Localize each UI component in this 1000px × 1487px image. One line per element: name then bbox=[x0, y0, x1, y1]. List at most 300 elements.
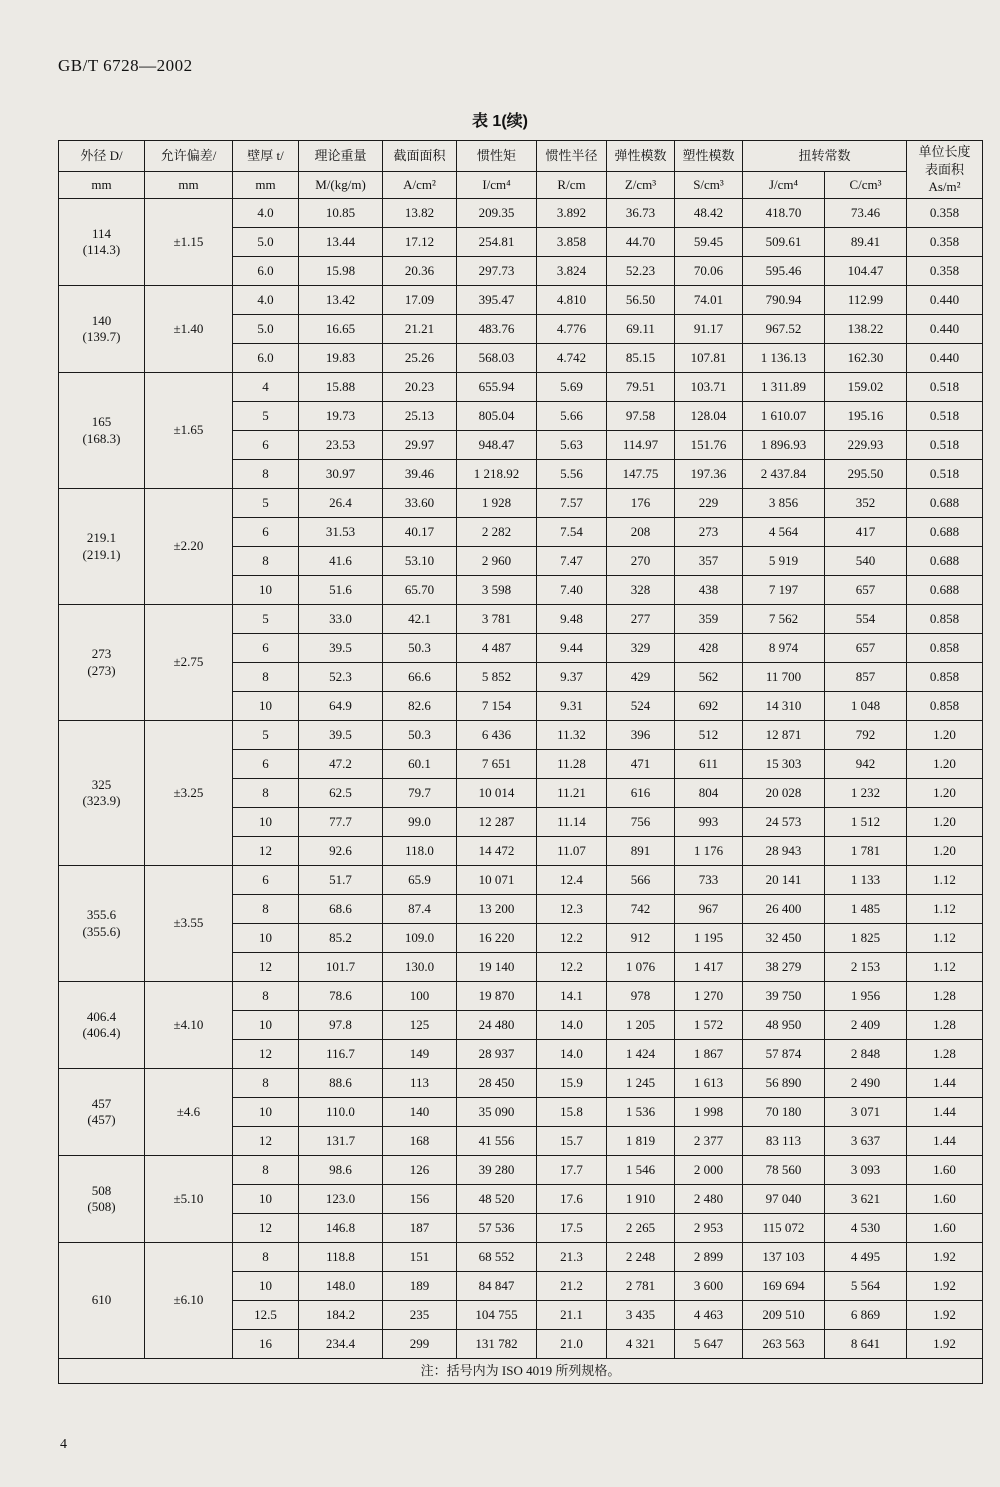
cell-unit-surface-area: 1.44 bbox=[907, 1069, 983, 1098]
cell-wall-thickness: 6.0 bbox=[233, 344, 299, 373]
cell-inertia-radius: 9.37 bbox=[537, 663, 607, 692]
header-plastic-modulus-unit: S/cm³ bbox=[675, 172, 743, 199]
cell-inertia-moment: 2 282 bbox=[457, 518, 537, 547]
outer-diameter-iso-value: (323.9) bbox=[82, 793, 121, 808]
cell-inertia-radius: 3.892 bbox=[537, 199, 607, 228]
cell-elastic-modulus: 147.75 bbox=[607, 460, 675, 489]
table-title: 表 1(续) bbox=[471, 113, 528, 130]
table-row bbox=[59, 373, 983, 402]
cell-elastic-modulus: 1 424 bbox=[607, 1040, 675, 1069]
cell-plastic-modulus: 512 bbox=[675, 721, 743, 750]
cell-torsion-j: 83 113 bbox=[743, 1127, 825, 1156]
header-inertia-radius-line1: 惯性半径 bbox=[537, 141, 607, 172]
cell-torsion-c: 2 490 bbox=[825, 1069, 907, 1098]
cell-torsion-c: 792 bbox=[825, 721, 907, 750]
cell-torsion-j: 56 890 bbox=[743, 1069, 825, 1098]
cell-inertia-moment: 1 928 bbox=[457, 489, 537, 518]
header-wall-thickness-line1: 壁厚 t/ bbox=[233, 141, 299, 172]
cell-theoretical-weight: 110.0 bbox=[299, 1098, 383, 1127]
cell-theoretical-weight: 15.88 bbox=[299, 373, 383, 402]
cell-unit-surface-area: 0.358 bbox=[907, 228, 983, 257]
cell-elastic-modulus: 3 435 bbox=[607, 1301, 675, 1330]
cell-torsion-j: 24 573 bbox=[743, 808, 825, 837]
cell-inertia-moment: 10 071 bbox=[457, 866, 537, 895]
cell-theoretical-weight: 118.8 bbox=[299, 1243, 383, 1272]
cell-inertia-radius: 4.810 bbox=[537, 286, 607, 315]
cell-tolerance: ±1.65 bbox=[145, 373, 233, 489]
cell-outer-diameter bbox=[59, 1156, 145, 1243]
cell-inertia-moment: 655.94 bbox=[457, 373, 537, 402]
cell-section-area: 66.6 bbox=[383, 663, 457, 692]
cell-torsion-c: 1 512 bbox=[825, 808, 907, 837]
outer-diameter-iso-value: (139.7) bbox=[82, 329, 121, 344]
cell-outer-diameter bbox=[59, 199, 145, 286]
cell-inertia-moment: 254.81 bbox=[457, 228, 537, 257]
cell-theoretical-weight: 64.9 bbox=[299, 692, 383, 721]
table-note: 注：括号内为 ISO 4019 所列规格。 bbox=[59, 1359, 983, 1384]
cell-wall-thickness: 4.0 bbox=[233, 199, 299, 228]
cell-elastic-modulus: 2 781 bbox=[607, 1272, 675, 1301]
cell-elastic-modulus: 978 bbox=[607, 982, 675, 1011]
cell-torsion-j: 28 943 bbox=[743, 837, 825, 866]
cell-torsion-j: 509.61 bbox=[743, 228, 825, 257]
cell-torsion-c: 857 bbox=[825, 663, 907, 692]
cell-wall-thickness: 6 bbox=[233, 634, 299, 663]
header-elastic-modulus-line1: 弹性模数 bbox=[607, 141, 675, 172]
header-unit-surface-line1: 单位长度 bbox=[918, 144, 971, 160]
cell-theoretical-weight: 78.6 bbox=[299, 982, 383, 1011]
cell-theoretical-weight: 88.6 bbox=[299, 1069, 383, 1098]
cell-unit-surface-area: 1.92 bbox=[907, 1301, 983, 1330]
cell-inertia-moment: 28 450 bbox=[457, 1069, 537, 1098]
cell-inertia-radius: 3.824 bbox=[537, 257, 607, 286]
cell-section-area: 79.7 bbox=[383, 779, 457, 808]
cell-outer-diameter bbox=[59, 982, 145, 1069]
cell-inertia-radius: 14.0 bbox=[537, 1011, 607, 1040]
cell-tolerance: ±4.10 bbox=[145, 982, 233, 1069]
cell-plastic-modulus: 804 bbox=[675, 779, 743, 808]
cell-unit-surface-area: 0.440 bbox=[907, 344, 983, 373]
header-elastic-modulus-unit: Z/cm³ bbox=[607, 172, 675, 199]
cell-wall-thickness: 6.0 bbox=[233, 257, 299, 286]
cell-inertia-moment: 14 472 bbox=[457, 837, 537, 866]
cell-torsion-j: 14 310 bbox=[743, 692, 825, 721]
cell-theoretical-weight: 30.97 bbox=[299, 460, 383, 489]
cell-torsion-j: 97 040 bbox=[743, 1185, 825, 1214]
cell-unit-surface-area: 1.92 bbox=[907, 1272, 983, 1301]
cell-torsion-j: 11 700 bbox=[743, 663, 825, 692]
cell-torsion-c: 1 232 bbox=[825, 779, 907, 808]
cell-torsion-c: 73.46 bbox=[825, 199, 907, 228]
cell-inertia-moment: 568.03 bbox=[457, 344, 537, 373]
cell-outer-diameter bbox=[59, 489, 145, 605]
cell-theoretical-weight: 116.7 bbox=[299, 1040, 383, 1069]
cell-unit-surface-area: 1.20 bbox=[907, 721, 983, 750]
cell-inertia-moment: 19 140 bbox=[457, 953, 537, 982]
cell-section-area: 118.0 bbox=[383, 837, 457, 866]
table-row bbox=[59, 605, 983, 634]
header-tolerance-line1: 允许偏差/ bbox=[145, 141, 233, 172]
cell-torsion-c: 3 621 bbox=[825, 1185, 907, 1214]
cell-inertia-moment: 39 280 bbox=[457, 1156, 537, 1185]
cell-elastic-modulus: 566 bbox=[607, 866, 675, 895]
cell-wall-thickness: 6 bbox=[233, 518, 299, 547]
cell-torsion-j: 1 311.89 bbox=[743, 373, 825, 402]
cell-theoretical-weight: 68.6 bbox=[299, 895, 383, 924]
cell-unit-surface-area: 1.12 bbox=[907, 895, 983, 924]
table-row bbox=[59, 286, 983, 315]
cell-theoretical-weight: 31.53 bbox=[299, 518, 383, 547]
cell-torsion-c: 1 485 bbox=[825, 895, 907, 924]
cell-plastic-modulus: 2 953 bbox=[675, 1214, 743, 1243]
cell-inertia-moment: 209.35 bbox=[457, 199, 537, 228]
cell-plastic-modulus: 1 176 bbox=[675, 837, 743, 866]
outer-diameter-value: 457 bbox=[91, 1095, 112, 1111]
cell-theoretical-weight: 41.6 bbox=[299, 547, 383, 576]
cell-inertia-moment: 68 552 bbox=[457, 1243, 537, 1272]
cell-wall-thickness: 10 bbox=[233, 924, 299, 953]
cell-wall-thickness: 10 bbox=[233, 576, 299, 605]
cell-unit-surface-area: 1.20 bbox=[907, 779, 983, 808]
cell-inertia-moment: 19 870 bbox=[457, 982, 537, 1011]
cell-plastic-modulus: 438 bbox=[675, 576, 743, 605]
cell-torsion-c: 2 409 bbox=[825, 1011, 907, 1040]
cell-plastic-modulus: 273 bbox=[675, 518, 743, 547]
cell-theoretical-weight: 51.7 bbox=[299, 866, 383, 895]
table-container bbox=[58, 140, 971, 1384]
cell-inertia-moment: 483.76 bbox=[457, 315, 537, 344]
cell-torsion-j: 115 072 bbox=[743, 1214, 825, 1243]
cell-torsion-j: 1 136.13 bbox=[743, 344, 825, 373]
cell-wall-thickness: 5.0 bbox=[233, 228, 299, 257]
cell-wall-thickness: 10 bbox=[233, 1272, 299, 1301]
cell-plastic-modulus: 692 bbox=[675, 692, 743, 721]
cell-section-area: 40.17 bbox=[383, 518, 457, 547]
outer-diameter-value: 219.1 bbox=[86, 530, 117, 546]
cell-unit-surface-area: 1.60 bbox=[907, 1214, 983, 1243]
cell-torsion-c: 159.02 bbox=[825, 373, 907, 402]
cell-elastic-modulus: 97.58 bbox=[607, 402, 675, 431]
cell-inertia-radius: 15.8 bbox=[537, 1098, 607, 1127]
cell-wall-thickness: 4 bbox=[233, 373, 299, 402]
table-row bbox=[59, 489, 983, 518]
cell-section-area: 140 bbox=[383, 1098, 457, 1127]
cell-torsion-c: 942 bbox=[825, 750, 907, 779]
cell-torsion-j: 3 856 bbox=[743, 489, 825, 518]
cell-unit-surface-area: 1.92 bbox=[907, 1243, 983, 1272]
cell-inertia-radius: 12.4 bbox=[537, 866, 607, 895]
cell-section-area: 25.26 bbox=[383, 344, 457, 373]
cell-wall-thickness: 5.0 bbox=[233, 315, 299, 344]
cell-torsion-c: 6 869 bbox=[825, 1301, 907, 1330]
cell-section-area: 17.09 bbox=[383, 286, 457, 315]
cell-section-area: 126 bbox=[383, 1156, 457, 1185]
cell-section-area: 151 bbox=[383, 1243, 457, 1272]
cell-inertia-radius: 9.31 bbox=[537, 692, 607, 721]
cell-section-area: 125 bbox=[383, 1011, 457, 1040]
cell-inertia-moment: 3 781 bbox=[457, 605, 537, 634]
cell-torsion-c: 8 641 bbox=[825, 1330, 907, 1359]
table-body bbox=[59, 199, 983, 1359]
header-torsion-c-unit: C/cm³ bbox=[825, 172, 907, 199]
cell-unit-surface-area: 0.858 bbox=[907, 605, 983, 634]
cell-tolerance: ±2.20 bbox=[145, 489, 233, 605]
cell-inertia-moment: 7 154 bbox=[457, 692, 537, 721]
header-theoretical-weight-unit: M/(kg/m) bbox=[299, 172, 383, 199]
cell-torsion-j: 26 400 bbox=[743, 895, 825, 924]
cell-wall-thickness: 10 bbox=[233, 692, 299, 721]
cell-tolerance: ±6.10 bbox=[145, 1243, 233, 1359]
cell-plastic-modulus: 2 899 bbox=[675, 1243, 743, 1272]
cell-theoretical-weight: 131.7 bbox=[299, 1127, 383, 1156]
table-row bbox=[59, 721, 983, 750]
cell-inertia-radius: 7.40 bbox=[537, 576, 607, 605]
cell-elastic-modulus: 1 819 bbox=[607, 1127, 675, 1156]
cell-plastic-modulus: 59.45 bbox=[675, 228, 743, 257]
cell-inertia-radius: 15.9 bbox=[537, 1069, 607, 1098]
cell-outer-diameter bbox=[59, 866, 145, 982]
page-number: 4 bbox=[60, 1437, 67, 1452]
header-unit-surface-area bbox=[907, 141, 983, 199]
outer-diameter-value: 355.6 bbox=[86, 907, 117, 923]
table-row bbox=[59, 199, 983, 228]
cell-wall-thickness: 12 bbox=[233, 1127, 299, 1156]
cell-elastic-modulus: 2 248 bbox=[607, 1243, 675, 1272]
cell-inertia-moment: 297.73 bbox=[457, 257, 537, 286]
cell-theoretical-weight: 123.0 bbox=[299, 1185, 383, 1214]
cell-section-area: 13.82 bbox=[383, 199, 457, 228]
cell-wall-thickness: 6 bbox=[233, 431, 299, 460]
cell-inertia-moment: 4 487 bbox=[457, 634, 537, 663]
cell-torsion-j: 39 750 bbox=[743, 982, 825, 1011]
cell-torsion-j: 48 950 bbox=[743, 1011, 825, 1040]
cell-inertia-moment: 35 090 bbox=[457, 1098, 537, 1127]
header-outer-diameter-line1: 外径 D/ bbox=[59, 141, 145, 172]
cell-inertia-moment: 104 755 bbox=[457, 1301, 537, 1330]
cell-plastic-modulus: 3 600 bbox=[675, 1272, 743, 1301]
cell-torsion-j: 57 874 bbox=[743, 1040, 825, 1069]
cell-unit-surface-area: 1.20 bbox=[907, 837, 983, 866]
cell-inertia-moment: 3 598 bbox=[457, 576, 537, 605]
cell-wall-thickness: 8 bbox=[233, 1156, 299, 1185]
cell-plastic-modulus: 2 480 bbox=[675, 1185, 743, 1214]
cell-wall-thickness: 10 bbox=[233, 808, 299, 837]
cell-unit-surface-area: 0.688 bbox=[907, 547, 983, 576]
outer-diameter-iso-value: (406.4) bbox=[82, 1025, 121, 1040]
cell-elastic-modulus: 270 bbox=[607, 547, 675, 576]
cell-plastic-modulus: 1 195 bbox=[675, 924, 743, 953]
standard-code-header: GB/T 6728—2002 bbox=[58, 56, 193, 75]
cell-torsion-c: 4 530 bbox=[825, 1214, 907, 1243]
cell-theoretical-weight: 23.53 bbox=[299, 431, 383, 460]
table-footer bbox=[59, 1359, 983, 1384]
cell-torsion-j: 70 180 bbox=[743, 1098, 825, 1127]
cell-unit-surface-area: 0.440 bbox=[907, 286, 983, 315]
cell-theoretical-weight: 26.4 bbox=[299, 489, 383, 518]
cell-torsion-j: 790.94 bbox=[743, 286, 825, 315]
cell-inertia-radius: 21.0 bbox=[537, 1330, 607, 1359]
cell-theoretical-weight: 184.2 bbox=[299, 1301, 383, 1330]
cell-plastic-modulus: 562 bbox=[675, 663, 743, 692]
cell-inertia-moment: 24 480 bbox=[457, 1011, 537, 1040]
cell-plastic-modulus: 1 613 bbox=[675, 1069, 743, 1098]
cell-section-area: 20.23 bbox=[383, 373, 457, 402]
cell-theoretical-weight: 19.73 bbox=[299, 402, 383, 431]
cell-inertia-radius: 9.48 bbox=[537, 605, 607, 634]
cell-unit-surface-area: 1.28 bbox=[907, 1011, 983, 1040]
table-header bbox=[59, 141, 983, 199]
cell-unit-surface-area: 0.518 bbox=[907, 460, 983, 489]
cell-inertia-radius: 15.7 bbox=[537, 1127, 607, 1156]
cell-section-area: 65.9 bbox=[383, 866, 457, 895]
outer-diameter-iso-value: (168.3) bbox=[82, 430, 121, 446]
cell-plastic-modulus: 611 bbox=[675, 750, 743, 779]
cell-section-area: 187 bbox=[383, 1214, 457, 1243]
header-tolerance-unit: mm bbox=[145, 172, 233, 199]
outer-diameter-value: 508 bbox=[91, 1182, 112, 1198]
cell-plastic-modulus: 2 000 bbox=[675, 1156, 743, 1185]
cell-unit-surface-area: 1.28 bbox=[907, 1040, 983, 1069]
cell-wall-thickness: 10 bbox=[233, 1098, 299, 1127]
cell-plastic-modulus: 733 bbox=[675, 866, 743, 895]
cell-inertia-radius: 21.1 bbox=[537, 1301, 607, 1330]
cell-elastic-modulus: 1 205 bbox=[607, 1011, 675, 1040]
table-row bbox=[59, 1069, 983, 1098]
header-wall-thickness-unit: mm bbox=[233, 172, 299, 199]
cell-wall-thickness: 5 bbox=[233, 489, 299, 518]
cell-inertia-radius: 7.54 bbox=[537, 518, 607, 547]
cell-plastic-modulus: 1 867 bbox=[675, 1040, 743, 1069]
cell-plastic-modulus: 70.06 bbox=[675, 257, 743, 286]
cell-section-area: 299 bbox=[383, 1330, 457, 1359]
cell-section-area: 189 bbox=[383, 1272, 457, 1301]
cell-torsion-j: 8 974 bbox=[743, 634, 825, 663]
cell-elastic-modulus: 52.23 bbox=[607, 257, 675, 286]
cell-outer-diameter bbox=[59, 605, 145, 721]
cell-outer-diameter bbox=[59, 1243, 145, 1359]
cell-unit-surface-area: 1.60 bbox=[907, 1156, 983, 1185]
cell-plastic-modulus: 967 bbox=[675, 895, 743, 924]
cell-torsion-c: 554 bbox=[825, 605, 907, 634]
cell-plastic-modulus: 359 bbox=[675, 605, 743, 634]
cell-unit-surface-area: 1.44 bbox=[907, 1098, 983, 1127]
cell-elastic-modulus: 756 bbox=[607, 808, 675, 837]
cell-inertia-radius: 4.742 bbox=[537, 344, 607, 373]
cell-elastic-modulus: 471 bbox=[607, 750, 675, 779]
cell-torsion-j: 2 437.84 bbox=[743, 460, 825, 489]
cell-theoretical-weight: 39.5 bbox=[299, 721, 383, 750]
cell-inertia-moment: 84 847 bbox=[457, 1272, 537, 1301]
outer-diameter-value: 140 bbox=[91, 312, 112, 328]
cell-plastic-modulus: 2 377 bbox=[675, 1127, 743, 1156]
cell-inertia-radius: 14.1 bbox=[537, 982, 607, 1011]
outer-diameter-iso-value: (457) bbox=[87, 1112, 116, 1127]
cell-torsion-j: 1 610.07 bbox=[743, 402, 825, 431]
outer-diameter-iso-value: (114.3) bbox=[82, 242, 121, 257]
cell-plastic-modulus: 128.04 bbox=[675, 402, 743, 431]
cell-wall-thickness: 8 bbox=[233, 1243, 299, 1272]
cell-torsion-c: 3 071 bbox=[825, 1098, 907, 1127]
cell-elastic-modulus: 208 bbox=[607, 518, 675, 547]
cell-section-area: 168 bbox=[383, 1127, 457, 1156]
cell-theoretical-weight: 97.8 bbox=[299, 1011, 383, 1040]
cell-wall-thickness: 4.0 bbox=[233, 286, 299, 315]
cell-inertia-moment: 948.47 bbox=[457, 431, 537, 460]
cell-torsion-c: 352 bbox=[825, 489, 907, 518]
cell-tolerance: ±5.10 bbox=[145, 1156, 233, 1243]
cell-inertia-moment: 12 287 bbox=[457, 808, 537, 837]
cell-wall-thickness: 6 bbox=[233, 750, 299, 779]
cell-tolerance: ±1.40 bbox=[145, 286, 233, 373]
cell-plastic-modulus: 107.81 bbox=[675, 344, 743, 373]
cell-elastic-modulus: 1 910 bbox=[607, 1185, 675, 1214]
cell-torsion-j: 32 450 bbox=[743, 924, 825, 953]
cell-wall-thickness: 5 bbox=[233, 721, 299, 750]
outer-diameter-value: 273 bbox=[91, 646, 112, 662]
cell-inertia-moment: 805.04 bbox=[457, 402, 537, 431]
outer-diameter-value: 406.4 bbox=[86, 1008, 117, 1024]
cell-inertia-radius: 17.6 bbox=[537, 1185, 607, 1214]
cell-theoretical-weight: 13.42 bbox=[299, 286, 383, 315]
cell-theoretical-weight: 85.2 bbox=[299, 924, 383, 953]
cell-torsion-c: 112.99 bbox=[825, 286, 907, 315]
outer-diameter-iso-value: (273) bbox=[87, 662, 116, 678]
cell-plastic-modulus: 1 417 bbox=[675, 953, 743, 982]
cell-torsion-j: 5 919 bbox=[743, 547, 825, 576]
cell-plastic-modulus: 357 bbox=[675, 547, 743, 576]
cell-section-area: 17.12 bbox=[383, 228, 457, 257]
cell-elastic-modulus: 1 076 bbox=[607, 953, 675, 982]
cell-inertia-radius: 11.21 bbox=[537, 779, 607, 808]
cell-inertia-radius: 4.776 bbox=[537, 315, 607, 344]
cell-tolerance: ±3.55 bbox=[145, 866, 233, 982]
cell-torsion-c: 162.30 bbox=[825, 344, 907, 373]
cell-inertia-moment: 7 651 bbox=[457, 750, 537, 779]
cell-elastic-modulus: 429 bbox=[607, 663, 675, 692]
cell-inertia-moment: 5 852 bbox=[457, 663, 537, 692]
cell-section-area: 149 bbox=[383, 1040, 457, 1069]
cell-unit-surface-area: 0.688 bbox=[907, 518, 983, 547]
cell-section-area: 50.3 bbox=[383, 634, 457, 663]
cell-theoretical-weight: 33.0 bbox=[299, 605, 383, 634]
header-unit-surface-line3: As/m² bbox=[928, 179, 961, 195]
cell-inertia-radius: 11.28 bbox=[537, 750, 607, 779]
cell-torsion-c: 1 781 bbox=[825, 837, 907, 866]
cell-torsion-c: 540 bbox=[825, 547, 907, 576]
cell-plastic-modulus: 5 647 bbox=[675, 1330, 743, 1359]
cell-theoretical-weight: 51.6 bbox=[299, 576, 383, 605]
cell-inertia-radius: 17.5 bbox=[537, 1214, 607, 1243]
cell-torsion-j: 38 279 bbox=[743, 953, 825, 982]
cell-wall-thickness: 8 bbox=[233, 982, 299, 1011]
cell-inertia-radius: 21.3 bbox=[537, 1243, 607, 1272]
cell-section-area: 39.46 bbox=[383, 460, 457, 489]
cell-theoretical-weight: 146.8 bbox=[299, 1214, 383, 1243]
header-theoretical-weight-line1: 理论重量 bbox=[299, 141, 383, 172]
cell-torsion-j: 1 896.93 bbox=[743, 431, 825, 460]
cell-unit-surface-area: 1.12 bbox=[907, 953, 983, 982]
cell-theoretical-weight: 47.2 bbox=[299, 750, 383, 779]
cell-section-area: 33.60 bbox=[383, 489, 457, 518]
cell-unit-surface-area: 1.12 bbox=[907, 924, 983, 953]
cell-elastic-modulus: 891 bbox=[607, 837, 675, 866]
cell-torsion-c: 2 153 bbox=[825, 953, 907, 982]
cell-torsion-j: 418.70 bbox=[743, 199, 825, 228]
cell-elastic-modulus: 114.97 bbox=[607, 431, 675, 460]
header-unit-surface-line2: 表面积 bbox=[925, 161, 965, 177]
header-torsion-constant: 扭转常数 bbox=[743, 141, 907, 172]
cell-inertia-radius: 5.63 bbox=[537, 431, 607, 460]
